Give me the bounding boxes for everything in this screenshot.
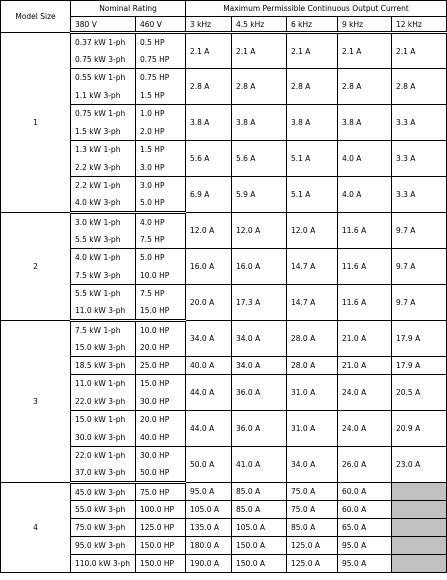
current-cell: 3.3 A	[392, 141, 447, 177]
current-cell: 6.9 A	[186, 177, 232, 213]
current-cell: 2.8 A	[232, 69, 287, 105]
current-cell: 3.3 A	[392, 177, 447, 213]
rating-380v-cell: 7.5 kW 3-ph	[71, 267, 136, 285]
rating-380v-cell: 7.5 kW 1-ph	[71, 321, 136, 339]
current-cell: 14.7 A	[287, 285, 338, 321]
rating-380v-cell: 75.0 kW 3-ph	[71, 519, 136, 537]
rating-460v-cell: 40.0 HP	[136, 429, 186, 447]
current-cell: 21.0 A	[338, 357, 392, 375]
current-cell: 2.8 A	[392, 69, 447, 105]
rating-460v-cell: 0.75 HP	[136, 69, 186, 87]
current-cell: 17.9 A	[392, 321, 447, 357]
header-row-1	[1, 1, 447, 17]
current-cell: 34.0 A	[287, 447, 338, 483]
rating-380v-cell: 95.0 kW 3-ph	[71, 537, 136, 555]
rating-380v-cell: 0.75 kW 3-ph	[71, 51, 136, 69]
nominal-rating-header: Nominal Rating	[71, 1, 186, 17]
current-cell: 85.0 A	[287, 519, 338, 537]
rating-460v-cell: 10.0 HP	[136, 321, 186, 339]
rating-460v-cell: 2.0 HP	[136, 123, 186, 141]
current-cell	[392, 519, 447, 537]
current-cell: 135.0 A	[186, 519, 232, 537]
rating-460v-cell: 0.75 HP	[136, 51, 186, 69]
rating-460v-cell: 10.0 HP	[136, 267, 186, 285]
rating-380v-cell: 1.5 kW 3-ph	[71, 123, 136, 141]
current-cell: 23.0 A	[392, 447, 447, 483]
rating-380v-cell: 5.5 kW 3-ph	[71, 231, 136, 249]
rating-380v-cell: 15.0 kW 1-ph	[71, 411, 136, 429]
current-cell	[392, 501, 447, 519]
current-cell: 2.1 A	[287, 33, 338, 69]
current-cell: 36.0 A	[232, 411, 287, 447]
current-cell: 5.6 A	[186, 141, 232, 177]
current-cell: 12.0 A	[232, 213, 287, 249]
current-cell: 36.0 A	[232, 375, 287, 411]
current-cell: 95.0 A	[338, 537, 392, 555]
current-cell: 17.3 A	[232, 285, 287, 321]
rating-460v-cell: 75.0 HP	[136, 483, 186, 501]
model-size-cell: 3	[1, 321, 71, 483]
rating-460v-cell: 150.0 HP	[136, 537, 186, 555]
rating-380v-cell: 3.0 kW 1-ph	[71, 213, 136, 231]
current-cell: 2.1 A	[186, 33, 232, 69]
current-cell: 95.0 A	[186, 483, 232, 501]
freq-header: 12 kHz	[392, 17, 447, 33]
rating-460v-cell: 25.0 HP	[136, 357, 186, 375]
current-cell: 28.0 A	[287, 357, 338, 375]
rating-380v-cell: 2.2 kW 3-ph	[71, 159, 136, 177]
rating-460v-cell: 20.0 HP	[136, 339, 186, 357]
current-cell: 14.7 A	[287, 249, 338, 285]
rating-460v-cell: 5.0 HP	[136, 195, 186, 213]
rating-460v-cell: 4.0 HP	[136, 213, 186, 231]
current-cell: 105.0 A	[232, 519, 287, 537]
table-row	[1, 33, 447, 51]
current-cell: 3.8 A	[232, 105, 287, 141]
rating-380v-cell: 1.1 kW 3-ph	[71, 87, 136, 105]
current-cell: 34.0 A	[186, 321, 232, 357]
current-cell: 11.6 A	[338, 249, 392, 285]
current-cell: 2.8 A	[287, 69, 338, 105]
rating-380v-cell: 4.0 kW 1-ph	[71, 249, 136, 267]
current-cell: 2.1 A	[338, 33, 392, 69]
current-cell: 150.0 A	[232, 555, 287, 573]
rating-460v-cell: 100.0 HP	[136, 501, 186, 519]
rating-460v-cell: 15.0 HP	[136, 303, 186, 321]
rating-460v-cell: 30.0 HP	[136, 447, 186, 465]
current-cell	[392, 537, 447, 555]
model-size-cell: 1	[1, 33, 71, 213]
voltage-380-header: 380 V	[71, 17, 136, 33]
rating-380v-cell: 110.0 kW 3-ph	[71, 555, 136, 573]
current-cell: 5.9 A	[232, 177, 287, 213]
table-row	[1, 213, 447, 231]
rating-380v-cell: 0.37 kW 1-ph	[71, 33, 136, 51]
rating-380v-cell: 22.0 kW 3-ph	[71, 393, 136, 411]
current-cell: 41.0 A	[232, 447, 287, 483]
rating-380v-cell: 1.3 kW 1-ph	[71, 141, 136, 159]
rating-380v-cell: 37.0 kW 3-ph	[71, 465, 136, 483]
rating-380v-cell: 30.0 kW 3-ph	[71, 429, 136, 447]
rating-460v-cell: 1.0 HP	[136, 105, 186, 123]
current-cell: 34.0 A	[232, 321, 287, 357]
current-cell: 2.8 A	[338, 69, 392, 105]
current-cell: 5.1 A	[287, 177, 338, 213]
current-cell: 105.0 A	[186, 501, 232, 519]
current-cell: 3.8 A	[186, 105, 232, 141]
table-body	[1, 1, 447, 573]
current-cell: 2.1 A	[392, 33, 447, 69]
current-cell: 40.0 A	[186, 357, 232, 375]
rating-460v-cell: 3.0 HP	[136, 159, 186, 177]
current-cell: 26.0 A	[338, 447, 392, 483]
current-cell: 2.1 A	[232, 33, 287, 69]
rating-460v-cell: 1.5 HP	[136, 87, 186, 105]
rating-460v-cell: 20.0 HP	[136, 411, 186, 429]
current-cell: 11.6 A	[338, 213, 392, 249]
current-cell: 60.0 A	[338, 501, 392, 519]
rating-460v-cell: 150.0 HP	[136, 555, 186, 573]
current-cell: 65.0 A	[338, 519, 392, 537]
current-cell: 85.0 A	[232, 501, 287, 519]
current-cell: 16.0 A	[232, 249, 287, 285]
freq-header: 6 kHz	[287, 17, 338, 33]
current-cell: 9.7 A	[392, 213, 447, 249]
rating-460v-cell: 50.0 HP	[136, 465, 186, 483]
current-cell: 34.0 A	[232, 357, 287, 375]
rating-460v-cell: 7.5 HP	[136, 285, 186, 303]
current-cell: 150.0 A	[232, 537, 287, 555]
current-cell: 190.0 A	[186, 555, 232, 573]
current-cell: 24.0 A	[338, 411, 392, 447]
model-size-header: Model Size	[1, 1, 71, 33]
current-cell: 28.0 A	[287, 321, 338, 357]
current-cell	[392, 555, 447, 573]
rating-380v-cell: 45.0 kW 3-ph	[71, 483, 136, 501]
rating-460v-cell: 7.5 HP	[136, 231, 186, 249]
rating-380v-cell: 22.0 kW 1-ph	[71, 447, 136, 465]
current-cell: 20.5 A	[392, 375, 447, 411]
voltage-460-header: 460 V	[136, 17, 186, 33]
max-current-header: Maximum Permissible Continuous Output Current	[186, 1, 447, 17]
current-cell: 12.0 A	[287, 213, 338, 249]
current-cell: 44.0 A	[186, 375, 232, 411]
rating-460v-cell: 30.0 HP	[136, 393, 186, 411]
current-cell: 31.0 A	[287, 375, 338, 411]
rating-380v-cell: 4.0 kW 3-ph	[71, 195, 136, 213]
current-cell: 75.0 A	[287, 483, 338, 501]
freq-header: 3 kHz	[186, 17, 232, 33]
rating-380v-cell: 0.75 kW 1-ph	[71, 105, 136, 123]
current-cell: 60.0 A	[338, 483, 392, 501]
current-cell: 125.0 A	[287, 537, 338, 555]
rating-380v-cell: 2.2 kW 1-ph	[71, 177, 136, 195]
rating-460v-cell: 125.0 HP	[136, 519, 186, 537]
current-cell: 4.0 A	[338, 141, 392, 177]
rating-380v-cell: 55.0 kW 3-ph	[71, 501, 136, 519]
current-cell: 9.7 A	[392, 249, 447, 285]
freq-header: 4.5 kHz	[232, 17, 287, 33]
table-row	[1, 483, 447, 501]
current-cell: 20.0 A	[186, 285, 232, 321]
current-cell: 3.8 A	[287, 105, 338, 141]
current-cell: 44.0 A	[186, 411, 232, 447]
current-cell: 11.6 A	[338, 285, 392, 321]
current-cell: 50.0 A	[186, 447, 232, 483]
current-cell: 180.0 A	[186, 537, 232, 555]
current-cell: 95.0 A	[338, 555, 392, 573]
current-cell: 16.0 A	[186, 249, 232, 285]
current-cell: 5.1 A	[287, 141, 338, 177]
model-size-cell: 2	[1, 213, 71, 321]
current-cell: 2.8 A	[186, 69, 232, 105]
current-cell: 125.0 A	[287, 555, 338, 573]
current-cell: 31.0 A	[287, 411, 338, 447]
freq-header: 9 kHz	[338, 17, 392, 33]
rating-460v-cell: 3.0 HP	[136, 177, 186, 195]
rating-380v-cell: 5.5 kW 1-ph	[71, 285, 136, 303]
current-cell: 75.0 A	[287, 501, 338, 519]
current-cell	[392, 483, 447, 501]
current-cell: 17.9 A	[392, 357, 447, 375]
rating-460v-cell: 0.5 HP	[136, 33, 186, 51]
rating-380v-cell: 11.0 kW 1-ph	[71, 375, 136, 393]
model-size-cell: 4	[1, 483, 71, 573]
current-cell: 21.0 A	[338, 321, 392, 357]
current-cell: 4.0 A	[338, 177, 392, 213]
current-cell: 85.0 A	[232, 483, 287, 501]
current-cell: 3.3 A	[392, 105, 447, 141]
rating-380v-cell: 18.5 kW 3-ph	[71, 357, 136, 375]
current-cell: 24.0 A	[338, 375, 392, 411]
rating-380v-cell: 0.55 kW 1-ph	[71, 69, 136, 87]
current-cell: 12.0 A	[186, 213, 232, 249]
rating-380v-cell: 15.0 kW 3-ph	[71, 339, 136, 357]
rating-460v-cell: 15.0 HP	[136, 375, 186, 393]
current-cell: 20.9 A	[392, 411, 447, 447]
rating-460v-cell: 1.5 HP	[136, 141, 186, 159]
table-row	[1, 321, 447, 339]
rating-380v-cell: 11.0 kW 3-ph	[71, 303, 136, 321]
current-cell: 9.7 A	[392, 285, 447, 321]
rating-460v-cell: 5.0 HP	[136, 249, 186, 267]
current-cell: 5.6 A	[232, 141, 287, 177]
current-cell: 3.8 A	[338, 105, 392, 141]
